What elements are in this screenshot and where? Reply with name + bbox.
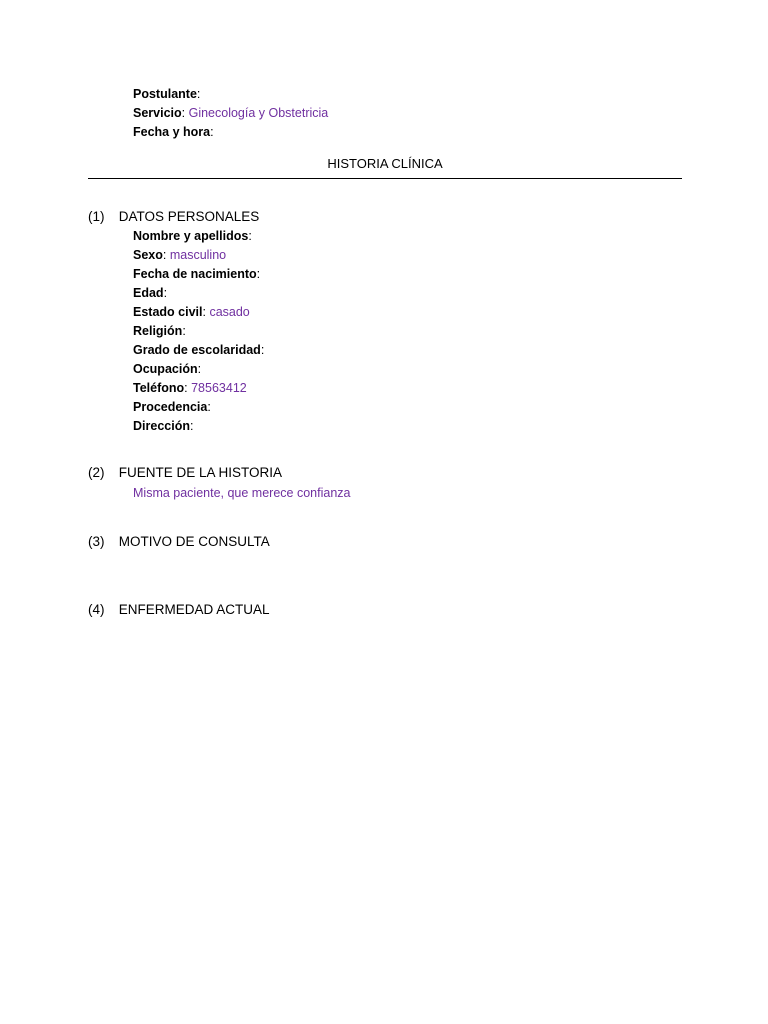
section-fuente-historia bbox=[88, 464, 282, 482]
section-datos-personales bbox=[88, 208, 259, 226]
field-servicio: Servicio: Ginecología y Obstetricia bbox=[133, 106, 329, 120]
section-number: (1) bbox=[88, 209, 105, 224]
field-label: Servicio bbox=[133, 106, 182, 120]
field-label: Fecha de nacimiento bbox=[133, 267, 257, 281]
section-title: ENFERMEDAD ACTUAL bbox=[118, 602, 270, 617]
section-title: FUENTE DE LA HISTORIA bbox=[118, 465, 283, 480]
field-label: Religión bbox=[133, 324, 183, 338]
field-label: Nombre y apellidos bbox=[133, 229, 249, 243]
field-edad: Edad: bbox=[133, 286, 168, 300]
section-title: DATOS PERSONALES bbox=[118, 209, 260, 224]
section-number: (4) bbox=[88, 602, 105, 617]
field-label: Ocupación bbox=[133, 362, 198, 376]
field-label: Grado de escolaridad bbox=[133, 343, 261, 357]
field-label: Procedencia bbox=[133, 400, 208, 414]
field-grado-escolaridad: Grado de escolaridad: bbox=[133, 343, 265, 357]
field-sexo: Sexo: masculino bbox=[133, 248, 227, 262]
field-procedencia: Procedencia: bbox=[133, 400, 211, 414]
field-label: Teléfono bbox=[133, 381, 185, 395]
title-divider bbox=[88, 178, 682, 179]
field-direccion: Dirección: bbox=[133, 419, 194, 433]
field-label: Edad bbox=[133, 286, 164, 300]
field-nombre-apellidos: Nombre y apellidos: bbox=[133, 229, 252, 243]
field-value: Ginecología y Obstetricia bbox=[188, 106, 329, 120]
section-number: (3) bbox=[88, 534, 105, 549]
document-title: HISTORIA CLÍNICA bbox=[327, 156, 443, 171]
field-value: casado bbox=[209, 305, 250, 319]
section-enfermedad-actual bbox=[88, 601, 270, 619]
field-ocupacion: Ocupación: bbox=[133, 362, 202, 376]
field-postulante: Postulante: bbox=[133, 87, 201, 101]
field-label: Postulante bbox=[133, 87, 197, 101]
field-label: Dirección bbox=[133, 419, 190, 433]
field-label: Estado civil bbox=[133, 305, 203, 319]
personal-fields bbox=[133, 227, 264, 436]
field-value: masculino bbox=[169, 248, 227, 262]
field-religion: Religión: bbox=[133, 324, 186, 338]
field-fecha-nacimiento: Fecha de nacimiento: bbox=[133, 267, 261, 281]
field-telefono: Teléfono: 78563412 bbox=[133, 381, 247, 395]
fuente-historia-text: Misma paciente, que merece confianza bbox=[133, 486, 351, 500]
field-value: 78563412 bbox=[191, 381, 247, 395]
header-fields bbox=[133, 85, 328, 142]
field-fecha-hora: Fecha y hora: bbox=[133, 125, 214, 139]
field-estado-civil: Estado civil: casado bbox=[133, 305, 250, 319]
section-title: MOTIVO DE CONSULTA bbox=[118, 534, 270, 549]
section-number: (2) bbox=[88, 465, 105, 480]
field-label: Fecha y hora bbox=[133, 125, 211, 139]
field-label: Sexo bbox=[133, 248, 163, 262]
section-motivo-consulta bbox=[88, 533, 270, 551]
